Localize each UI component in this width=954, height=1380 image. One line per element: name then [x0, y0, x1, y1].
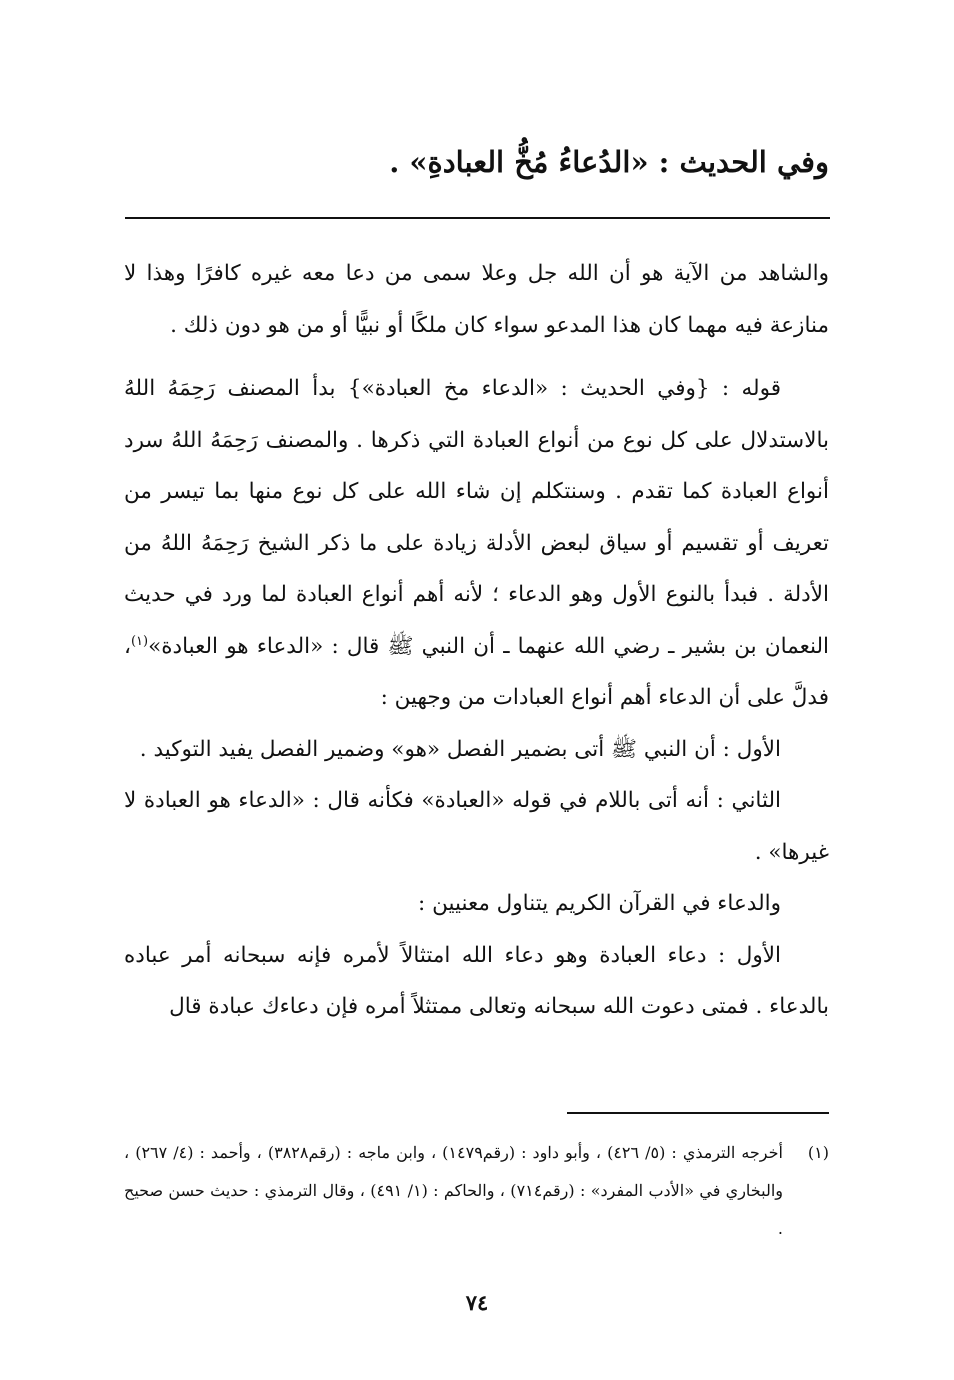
commentary-continuation: ، فدلَّ على أن الدعاء أهم أنواع العبادات من وجهين :	[124, 633, 829, 710]
paragraph-ayah-evidence: والشاهد من الآية هو أن الله جل وعلا سمى من دعا معه غيره كافرًا وهذا لا منازعة فيه مهما كان هذا المدعو سواء كان ملكًا أو نبيًّا أو من هو دون ذلك .	[124, 261, 829, 338]
paragraph-commentary	[124, 363, 829, 724]
hadith-heading: وفي الحديث : «الدُعاءُ مُخُّ العبادةِ» .	[389, 145, 829, 179]
footnote-number: (١)	[807, 1143, 829, 1162]
footnote-divider	[567, 1112, 829, 1114]
commentary-text: قوله : {وفي الحديث : «الدعاء مخ العبادة»} بدأ المصنف رَحِمَهُ اللهُ بالاستدلال على كل نوع من أنواع العبادة التي ذكرها . والمصنف رَحِمَهُ اللهُ سرد أنواع العبادة كما تقدم . وسنتكلم إن شاء الله على كل نوع منها بما تيسر من تعريف أو تقسيم أو سياق لبعض الأدلة زيادة على ما ذكر الشيخ رَحِمَهُ اللهُ من الأدلة . فبدأ بالنوع الأول وهو الدعاء ؛ لأنه أهم أنواع العبادة لما ورد في حديث النعمان بن بشير ـ رضي الله عنهما ـ أن النبي ﷺ قال : «الدعاء هو العبادة»	[124, 376, 829, 659]
paragraph-first-aspect: الأول : أن النبي ﷺ أتى بضمير الفصل «هو» وضمير الفصل يفيد التوكيد .	[139, 736, 781, 762]
paragraph-two-meanings: والدعاء في القرآن الكريم يتناول معنيين :	[418, 891, 781, 916]
header-divider	[125, 217, 830, 219]
paragraph-second-aspect: الثاني : أنه أتى باللام في قوله «العبادة» فكأنه قال : «الدعاء هو العبادة لا غيرها» .	[124, 788, 829, 865]
paragraph-worship-supplication: الأول : دعاء العبادة وهو دعاء الله امتثالاً لأمره فإنه سبحانه أمر عباده بالدعاء . فمتى دعوت الله سبحانه وتعالى ممتثلاً أمره فإن دعاءك عبادة قال	[124, 942, 829, 1019]
main-text	[124, 248, 829, 1033]
footnote	[124, 1134, 829, 1248]
footnote-reference: (١)	[130, 633, 149, 649]
page-number: ٧٤	[465, 1290, 489, 1315]
footnote-text: أخرجه الترمذي : (٥/ ٤٢٦) ، وأبو داود : (رقم١٤٧٩) ، وابن ماجه : (رقم٣٨٢٨) ، وأحمد : (٤/ ٢٦٧) ، والبخاري في «الأدب المفرد» : (رقم٧١٤) ، والحاكم : (١/ ٤٩١) ، وقال الترمذي : حديث حسن صحيح .	[124, 1143, 784, 1238]
